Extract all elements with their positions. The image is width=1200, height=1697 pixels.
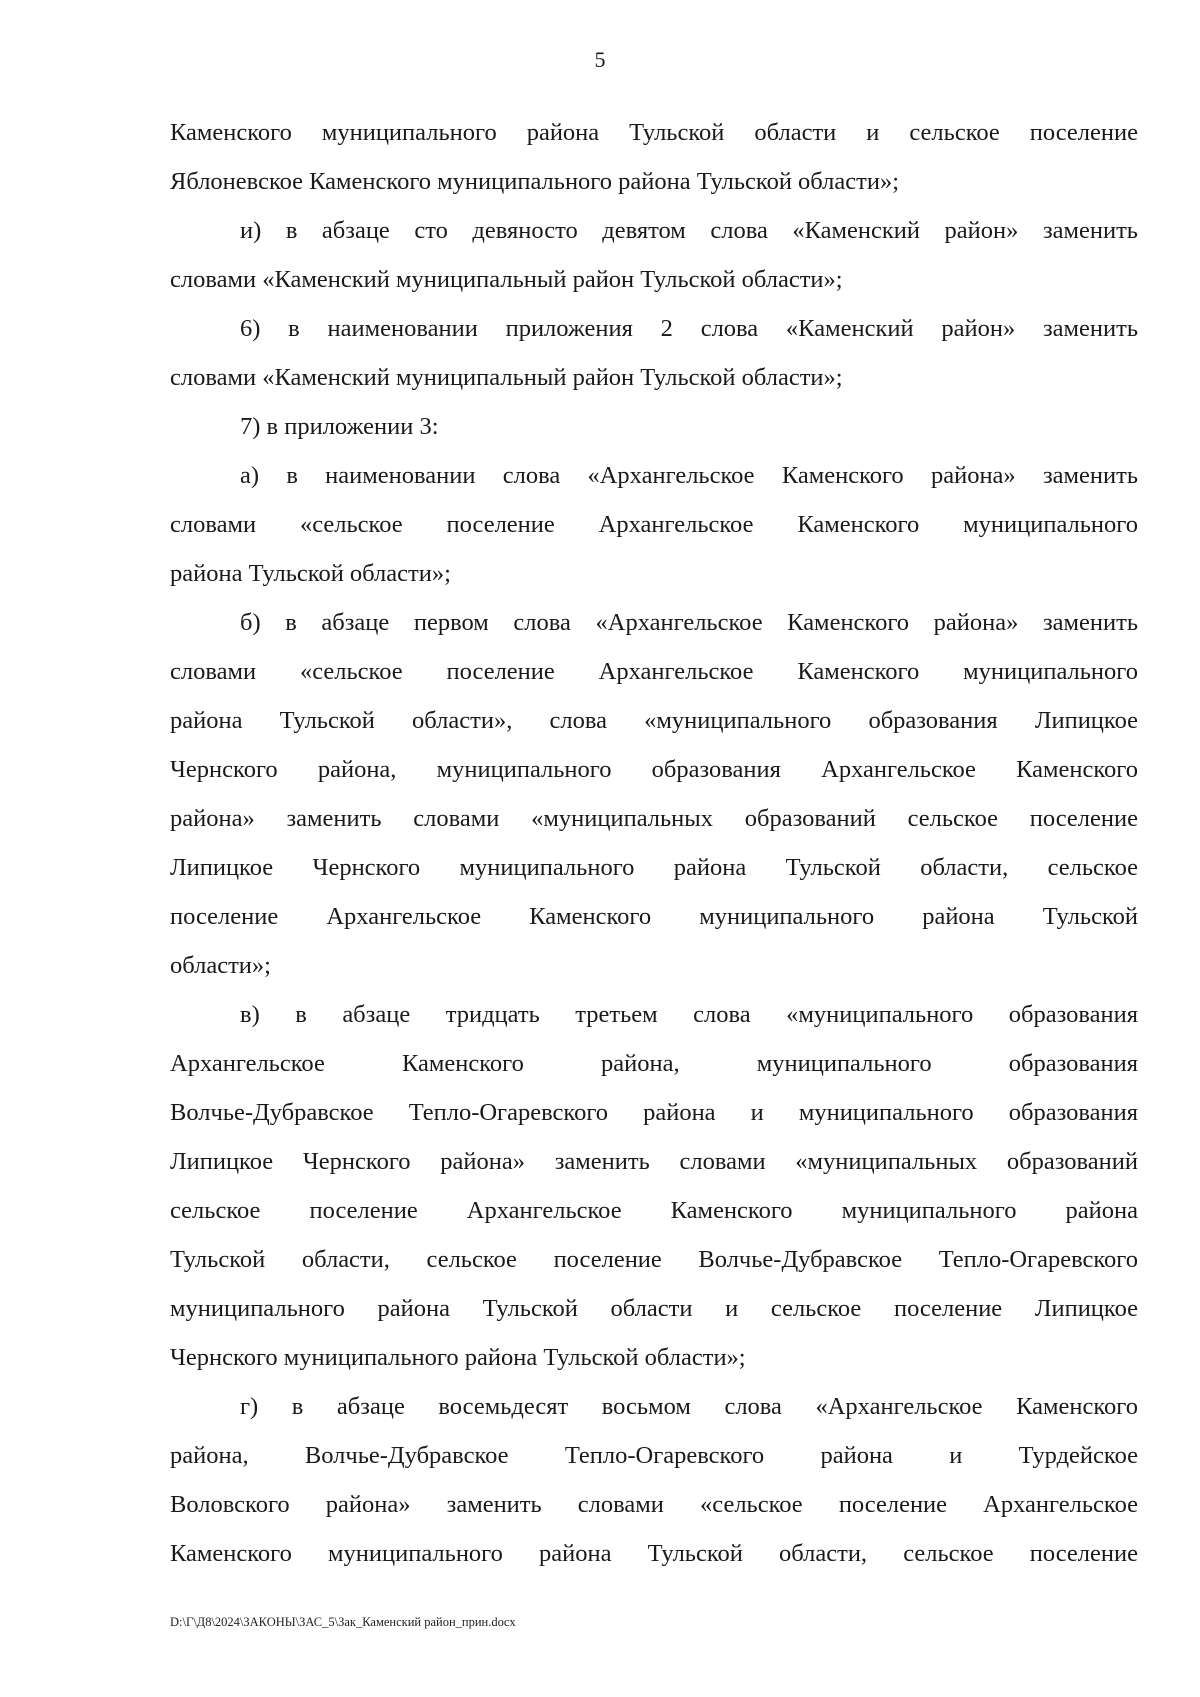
- text-line: области»;: [170, 952, 271, 979]
- text-line: района Тульской области»;: [170, 560, 451, 587]
- text-line: Каменского муниципального района Тульской области, сельское поселение: [170, 1540, 1138, 1567]
- text-line: Чернского района, муниципального образования Архангельское Каменского: [170, 756, 1138, 783]
- text-line: Тульской области, сельское поселение Волчье-Дубравское Тепло-Огаревского: [170, 1246, 1138, 1273]
- text-line: словами «Каменский муниципальный район Тульской области»;: [170, 364, 843, 391]
- text-line: Каменского муниципального района Тульской области и сельское поселение: [170, 119, 1138, 146]
- file-path-footer: D:\Г\Д8\2024\ЗАКОНЫ\ЗАС_5\Зак_Каменский район_прин.docx: [170, 1615, 516, 1629]
- text-line: района» заменить словами «муниципальных образований сельское поселение: [170, 805, 1138, 832]
- text-line: а) в наименовании слова «Архангельское Каменского района» заменить: [240, 462, 1138, 489]
- text-line: муниципального района Тульской области и сельское поселение Липицкое: [170, 1295, 1138, 1322]
- text-line: словами «сельское поселение Архангельское Каменского муниципального: [170, 658, 1138, 685]
- text-line: 6) в наименовании приложения 2 слова «Каменский район» заменить: [240, 315, 1138, 342]
- text-line: г) в абзаце восемьдесят восьмом слова «Архангельское Каменского: [240, 1393, 1138, 1420]
- text-line: и) в абзаце сто девяносто девятом слова «Каменский район» заменить: [240, 217, 1138, 244]
- text-line: словами «Каменский муниципальный район Тульской области»;: [170, 266, 843, 293]
- text-line: Липицкое Чернского района» заменить словами «муниципальных образований: [170, 1148, 1138, 1175]
- text-line: Воловского района» заменить словами «сельское поселение Архангельское: [170, 1491, 1138, 1518]
- text-line: словами «сельское поселение Архангельское Каменского муниципального: [170, 511, 1138, 538]
- text-line: в) в абзаце тридцать третьем слова «муниципального образования: [240, 1001, 1138, 1028]
- text-line: Волчье-Дубравское Тепло-Огаревского района и муниципального образования: [170, 1099, 1138, 1126]
- page-number: 5: [594, 47, 606, 72]
- text-line: Яблоневское Каменского муниципального района Тульской области»;: [170, 168, 900, 195]
- document-body: [170, 108, 1138, 1578]
- text-line: поселение Архангельское Каменского муниципального района Тульской: [170, 903, 1138, 930]
- text-line: б) в абзаце первом слова «Архангельское Каменского района» заменить: [240, 609, 1138, 636]
- text-line: района Тульской области», слова «муниципального образования Липицкое: [170, 707, 1138, 734]
- text-line: 7) в приложении 3:: [240, 413, 439, 440]
- text-line: сельское поселение Архангельское Каменского муниципального района: [170, 1197, 1138, 1224]
- text-line: Липицкое Чернского муниципального района Тульской области, сельское: [170, 854, 1138, 881]
- text-line: района, Волчье-Дубравское Тепло-Огаревского района и Турдейское: [170, 1442, 1138, 1469]
- text-line: Чернского муниципального района Тульской области»;: [170, 1344, 746, 1371]
- text-line: Архангельское Каменского района, муниципального образования: [170, 1050, 1138, 1077]
